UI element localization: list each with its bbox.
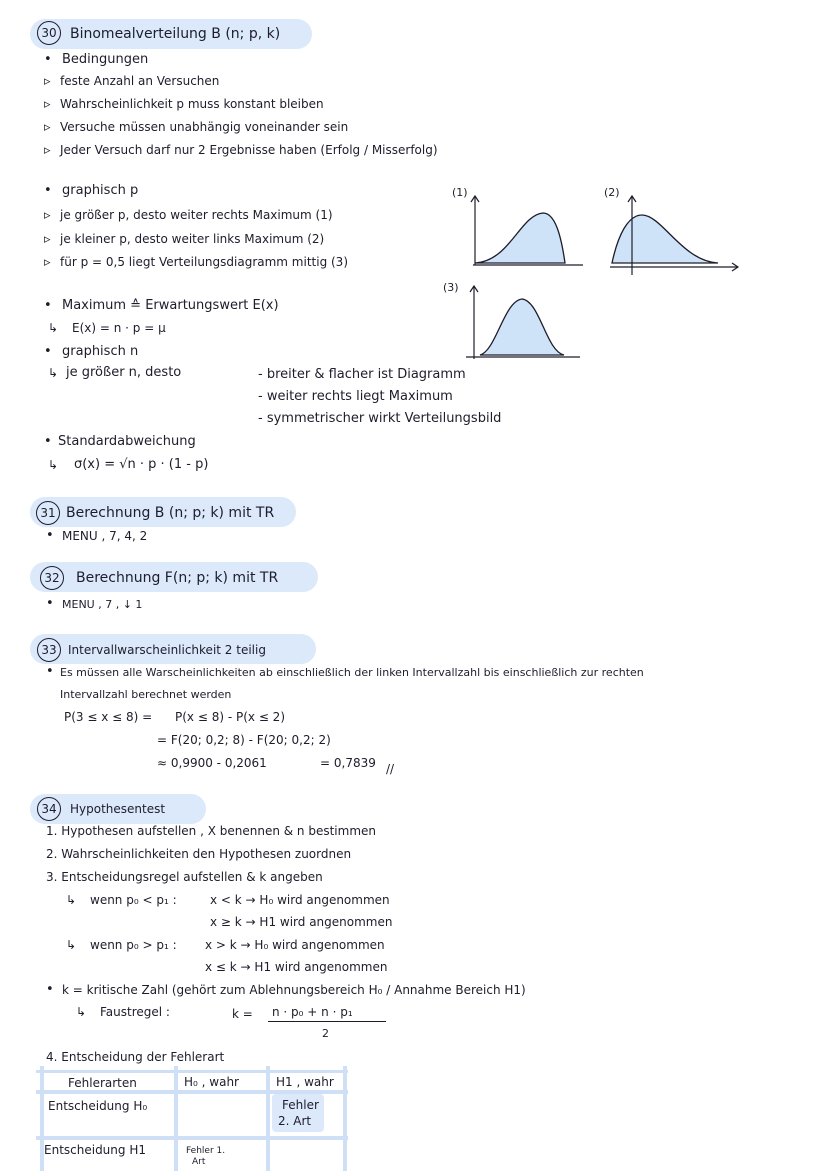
bullet-dot: •	[46, 664, 54, 679]
maximum-heading: Maximum ≙ Erwartungswert E(x)	[62, 298, 279, 313]
hypothesis-step: 3. Entscheidungsregel aufstellen & k angeben	[46, 870, 323, 884]
section-30-title: Binomealverteilung B (n; p, k)	[70, 26, 281, 42]
table-row-decision-h0: Entscheidung H₀	[48, 1099, 148, 1113]
table-grid-v3	[266, 1066, 270, 1171]
section-34-title: Hypothesentest	[70, 802, 166, 816]
critical-number-line: k = kritische Zahl (gehört zum Ablehnungsbereich H₀ / Annahme Bereich H1)	[62, 983, 526, 997]
triangle-icon: ▹	[44, 232, 51, 247]
table-header-h0-true: H₀ , wahr	[184, 1075, 239, 1089]
case-1-rule-a: x < k → H₀ wird angenommen	[210, 893, 390, 907]
error-1-label: Fehler 1.	[186, 1146, 226, 1156]
section-31-number: 31	[36, 501, 60, 525]
fraction-bar	[268, 1021, 386, 1022]
interval-line-1-right: P(x ≤ 8) - P(x ≤ 2)	[175, 710, 285, 724]
section-33-text: Es müssen alle Warscheinlichkeiten ab einschließlich der linken Intervallzahl bis einschließlich zur rechten	[60, 666, 644, 679]
section-33-title: Intervallwarscheinlichkeit 2 teilig	[68, 643, 266, 657]
table-row-decision-h1: Entscheidung H1	[44, 1143, 146, 1157]
section-31-title: Berechnung B (n; p; k) mit TR	[66, 505, 275, 521]
interval-line-3: ≈ 0,9900 - 0,2061	[157, 756, 267, 770]
bullet-dot: •	[44, 298, 52, 313]
section-31-item: MENU , 7, 4, 2	[62, 529, 148, 543]
triangle-icon: ▹	[44, 208, 51, 223]
arrow-icon: ↳	[48, 321, 59, 335]
error-2-label: Fehler	[282, 1098, 319, 1112]
rule-of-thumb-lead: Faustregel :	[100, 1005, 170, 1019]
graph-label-2: (2)	[604, 186, 620, 199]
rule-of-thumb-k: k =	[232, 1007, 253, 1021]
triangle-icon: ▹	[44, 74, 51, 89]
interval-line-2: = F(20; 0,2; 8) - F(20; 0,2; 2)	[157, 733, 331, 747]
condition-item: feste Anzahl an Versuchen	[60, 74, 220, 88]
condition-item: Jeder Versuch darf nur 2 Ergebnisse haben (Erfolg / Misserfolg)	[60, 143, 438, 157]
conditions-heading: Bedingungen	[62, 52, 149, 67]
rule-of-thumb-numerator: n · p₀ + n · p₁	[272, 1005, 353, 1019]
graph-n-item: - weiter rechts liegt Maximum	[258, 389, 453, 404]
condition-item: Wahrscheinlichkeit p muss konstant bleiben	[60, 97, 324, 111]
bullet-dot: •	[44, 183, 52, 198]
section-33-number: 33	[37, 638, 61, 662]
distribution-sketch-left	[600, 195, 740, 280]
curve-right	[475, 213, 565, 263]
graph-n-lead: je größer n, desto	[66, 365, 182, 380]
section-34-number: 34	[37, 797, 61, 821]
table-grid-h1	[36, 1070, 348, 1073]
bullet-dot: •	[44, 52, 52, 67]
curve-center	[480, 299, 564, 355]
section-32-title: Berechnung F(n; p; k) mit TR	[76, 570, 279, 586]
section-30-number: 30	[37, 21, 61, 45]
distribution-sketch-right	[455, 195, 585, 275]
interval-result: = 0,7839	[320, 756, 376, 770]
case-2-rule-a: x > k → H₀ wird angenommen	[205, 938, 385, 952]
triangle-icon: ▹	[44, 120, 51, 135]
arrow-icon: ↳	[66, 938, 77, 952]
triangle-icon: ▹	[44, 255, 51, 270]
section-32-item: MENU , 7 , ↓ 1	[62, 598, 143, 611]
case-2-lead: wenn p₀ > p₁ :	[90, 938, 177, 952]
case-1-rule-b: x ≥ k → H1 wird angenommen	[210, 915, 393, 929]
graph-p-heading: graphisch p	[62, 183, 139, 198]
graph-n-heading: graphisch n	[62, 344, 139, 359]
arrow-icon: ↳	[66, 893, 77, 907]
triangle-icon: ▹	[44, 143, 51, 158]
graph-n-item: - symmetrischer wirkt Verteilungsbild	[258, 411, 502, 426]
hypothesis-step: 2. Wahrscheinlichkeiten den Hypothesen zuordnen	[46, 847, 352, 861]
triangle-icon: ▹	[44, 97, 51, 112]
bullet-dot: •	[46, 982, 54, 997]
graph-label-3: (3)	[443, 281, 459, 294]
error-1-label-art: Art	[192, 1157, 206, 1167]
graph-p-item: für p = 0,5 liegt Verteilungsdiagramm mittig (3)	[60, 255, 348, 269]
section-32-number: 32	[40, 566, 64, 590]
sd-heading: Standardabweichung	[58, 434, 196, 449]
table-header-h1-true: H1 , wahr	[276, 1075, 334, 1089]
arrow-icon: ↳	[76, 1005, 87, 1019]
error-2-label-art: 2. Art	[278, 1114, 312, 1128]
table-header-error-types: Fehlerarten	[68, 1076, 137, 1090]
maximum-formula: E(x) = n · p = μ	[72, 321, 166, 335]
bullet-dot: •	[46, 596, 54, 611]
case-2-rule-b: x ≤ k → H1 wird angenommen	[205, 960, 388, 974]
bullet-dot: •	[46, 528, 54, 543]
condition-item: Versuche müssen unabhängig voneinander sein	[60, 120, 349, 134]
graph-label-1: (1)	[452, 186, 468, 199]
table-grid-v2	[174, 1066, 178, 1171]
hypothesis-step-4: 4. Entscheidung der Fehlerart	[46, 1050, 225, 1064]
distribution-sketch-center	[458, 285, 588, 365]
graph-p-item: je größer p, desto weiter rechts Maximum (1)	[60, 208, 333, 222]
table-grid-h3	[36, 1136, 348, 1140]
bullet-dot: •	[44, 434, 52, 449]
hypothesis-step: 1. Hypothesen aufstellen , X benennen & n bestimmen	[46, 824, 377, 838]
graph-n-item: - breiter & flacher ist Diagramm	[258, 367, 466, 382]
case-1-lead: wenn p₀ < p₁ :	[90, 893, 177, 907]
curve-left	[612, 215, 718, 263]
interval-line-1-left: P(3 ≤ x ≤ 8) =	[64, 710, 153, 724]
double-underline-mark: //	[386, 762, 395, 776]
arrow-icon: ↳	[48, 366, 59, 380]
sd-formula: σ(x) = √n · p · (1 - p)	[74, 457, 209, 472]
bullet-dot: •	[44, 344, 52, 359]
graph-p-item: je kleiner p, desto weiter links Maximum (2)	[60, 232, 325, 246]
table-grid-v4	[343, 1066, 347, 1171]
arrow-icon: ↳	[48, 458, 59, 472]
rule-of-thumb-denominator: 2	[322, 1027, 329, 1040]
section-33-text: Intervallzahl berechnet werden	[60, 688, 232, 701]
